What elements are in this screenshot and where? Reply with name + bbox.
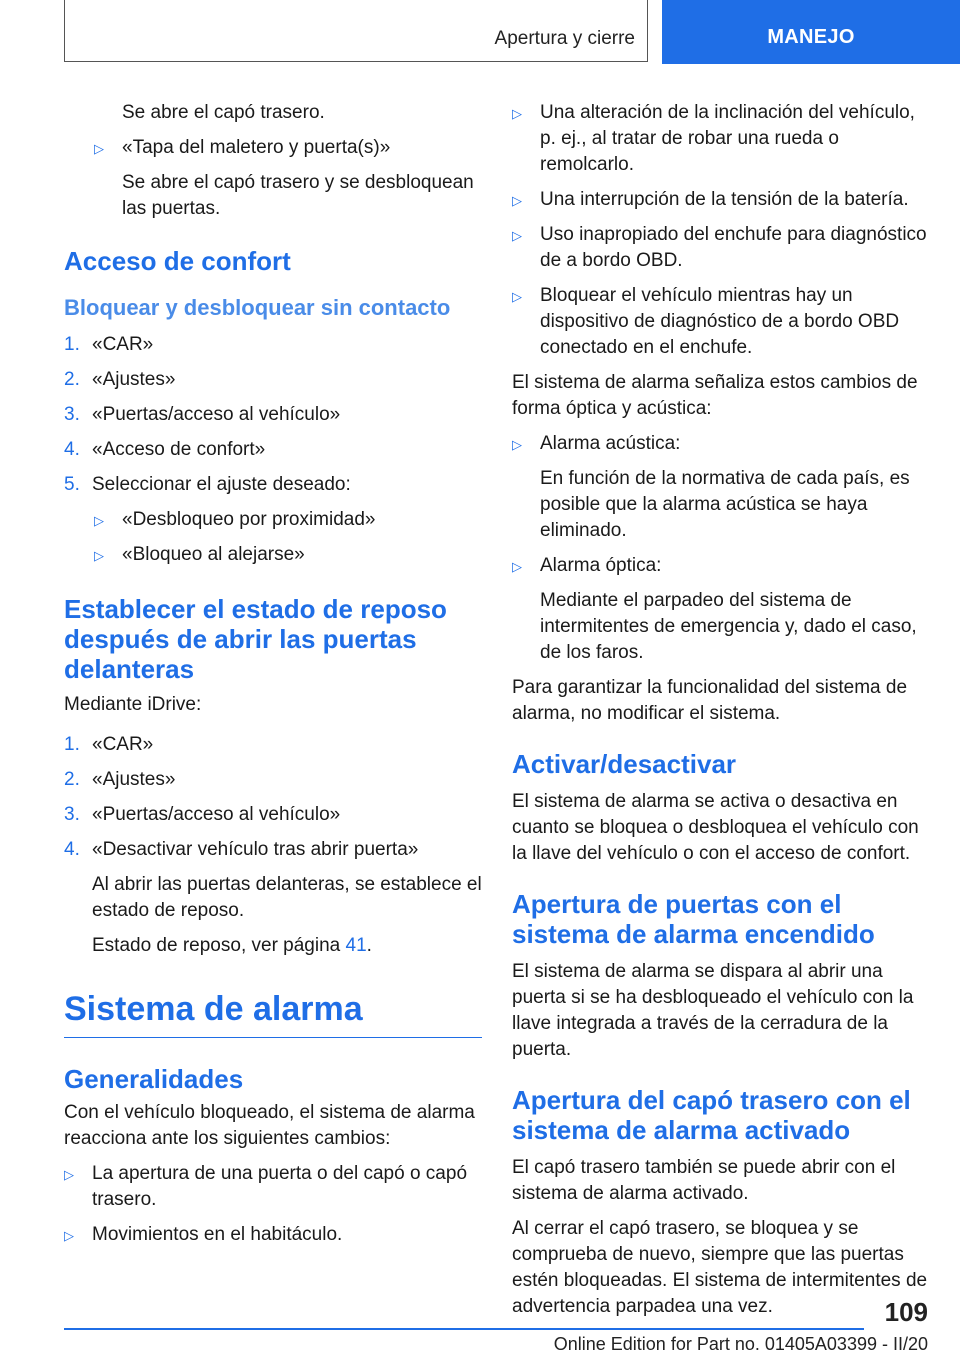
paragraph: El sistema de alarma se activa o desactiva en cuanto se bloquea o desbloquea el vehículo con la llave del vehículo o con el acceso de confort. (512, 791, 919, 864)
step-item (64, 367, 482, 393)
heading-contactless: Bloquear y desbloquear sin contacto (64, 295, 451, 320)
paragraph: Mediante iDrive: (64, 694, 202, 715)
header-section-box (64, 0, 648, 62)
list-item-text: Una interrupción de la tensión de la batería. (540, 189, 909, 210)
step-number: 2. (64, 769, 80, 790)
heading-general: Generalidades (64, 1064, 244, 1094)
page-header (0, 0, 960, 66)
triangle-bullet-icon: ▷ (512, 228, 522, 243)
paragraph: Al abrir las puertas delanteras, se establece el estado de reposo. (92, 874, 482, 921)
step-number: 3. (64, 804, 80, 825)
triangle-bullet-icon: ▷ (512, 437, 522, 452)
footer-divider (64, 1328, 864, 1330)
list-item (94, 135, 482, 161)
list-item (512, 100, 932, 178)
list-item-text: Alarma óptica: (540, 555, 662, 576)
list-item (94, 507, 482, 533)
list-item-text: Movimientos en el habitáculo. (92, 1224, 343, 1245)
step-item (64, 472, 482, 498)
paragraph: El capó trasero también se puede abrir con el sistema de alarma activado. (512, 1157, 896, 1204)
list-item-text: Uso inapropiado del enchufe para diagnóstico de a bordo OBD. (540, 224, 927, 271)
heading-doors-alarm: Apertura de puertas con el sistema de alarma encendido (512, 889, 875, 949)
step-text: «Puertas/acceso al vehículo» (92, 404, 341, 425)
triangle-bullet-icon: ▷ (512, 106, 522, 121)
heading-trunk-alarm: Apertura del capó trasero con el sistema de alarma activado (512, 1085, 911, 1145)
step-number: 4. (64, 839, 80, 860)
triangle-bullet-icon: ▷ (512, 193, 522, 208)
step-item (64, 732, 482, 758)
triangle-bullet-icon: ▷ (94, 548, 104, 563)
step-text: «Acceso de confort» (92, 439, 266, 460)
triangle-bullet-icon: ▷ (94, 513, 104, 528)
paragraph: Al cerrar el capó trasero, se bloquea y se comprueba de nuevo, siempre que las puertas estén bloqueadas. El sistema de intermitentes de advertencia parpadea una vez. (512, 1218, 928, 1317)
triangle-bullet-icon: ▷ (64, 1228, 74, 1243)
paragraph-see-page (64, 933, 482, 959)
step-number: 1. (64, 734, 80, 755)
heading-rest-state: Establecer el estado de reposo después de abrir las puertas delanteras (64, 594, 447, 684)
list-item (512, 187, 932, 213)
step-item (64, 767, 482, 793)
triangle-bullet-icon: ▷ (512, 289, 522, 304)
left-column (64, 100, 482, 1257)
paragraph: Para garantizar la funcionalidad del sistema de alarma, no modificar el sistema. (512, 677, 908, 724)
paragraph: Con el vehículo bloqueado, el sistema de alarma reacciona ante los siguientes cambios: (64, 1102, 475, 1149)
step-number: 4. (64, 439, 80, 460)
list-item (512, 283, 932, 361)
list-item-text: Bloquear el vehículo mientras hay un dispositivo de diagnóstico de a bordo OBD conectado en el enchufe. (540, 285, 900, 358)
paragraph: Mediante el parpadeo del sistema de intermitentes de emergencia y, dado el caso, de los faros. (540, 590, 917, 663)
step-item (64, 332, 482, 358)
step-text: Seleccionar el ajuste deseado: (92, 474, 351, 495)
step-text: «Desactivar vehículo tras abrir puerta» (92, 839, 419, 860)
step-text: «CAR» (92, 334, 154, 355)
list-item-text: «Desbloqueo por proximidad» (122, 509, 376, 530)
list-item-text: La apertura de una puerta o del capó o capó trasero. (92, 1163, 468, 1210)
step-number: 1. (64, 334, 80, 355)
step-number: 2. (64, 369, 80, 390)
step-item (64, 802, 482, 828)
list-item (94, 542, 482, 568)
list-item-text: Una alteración de la inclinación del vehículo, p. ej., al tratar de robar una rueda o remolcarlo. (540, 102, 915, 175)
paragraph: Se abre el capó trasero. (122, 102, 325, 123)
paragraph: El sistema de alarma se dispara al abrir una puerta si se ha desbloqueado el vehículo con la llave integrada a través de la cerradura de la puerta. (512, 961, 914, 1060)
page-link[interactable]: 41 (345, 935, 367, 956)
step-item (64, 437, 482, 463)
page-number: 109 (884, 1297, 928, 1327)
step-number: 3. (64, 404, 80, 425)
step-text: «Ajustes» (92, 769, 176, 790)
step-text: «CAR» (92, 734, 154, 755)
paragraph: Se abre el capó trasero y se desbloquean las puertas. (122, 172, 474, 219)
period: . (366, 935, 372, 956)
step-item (64, 837, 482, 863)
triangle-bullet-icon: ▷ (64, 1167, 74, 1182)
step-item (64, 402, 482, 428)
step-text: «Ajustes» (92, 369, 176, 390)
list-item (64, 1222, 482, 1248)
footer-edition: Online Edition for Part no. 01405A03399 - II/20 (553, 1334, 928, 1354)
list-item-text: «Tapa del maletero y puerta(s)» (122, 137, 391, 158)
header-section-title: Apertura y cierre (494, 28, 635, 49)
heading-alarm-system: Sistema de alarma (64, 989, 482, 1038)
step-number: 5. (64, 474, 80, 495)
list-item (512, 553, 932, 579)
triangle-bullet-icon: ▷ (512, 559, 522, 574)
list-item (64, 1161, 482, 1213)
triangle-bullet-icon: ▷ (94, 141, 104, 156)
heading-activate: Activar/desactivar (512, 749, 737, 779)
paragraph: En función de la normativa de cada país, es posible que la alarma acústica se haya eliminado. (540, 468, 910, 541)
header-chapter-tab[interactable]: MANEJO (662, 0, 960, 64)
list-item-text: Alarma acústica: (540, 433, 681, 454)
list-item (512, 431, 932, 457)
heading-comfort-access: Acceso de confort (64, 246, 291, 276)
list-item-text: «Bloqueo al alejarse» (122, 544, 305, 565)
step-text: «Puertas/acceso al vehículo» (92, 804, 341, 825)
see-page-text: Estado de reposo, ver página (92, 935, 341, 956)
list-item (512, 222, 932, 274)
right-column (512, 100, 932, 1329)
paragraph: El sistema de alarma señaliza estos cambios de forma óptica y acústica: (512, 372, 918, 419)
